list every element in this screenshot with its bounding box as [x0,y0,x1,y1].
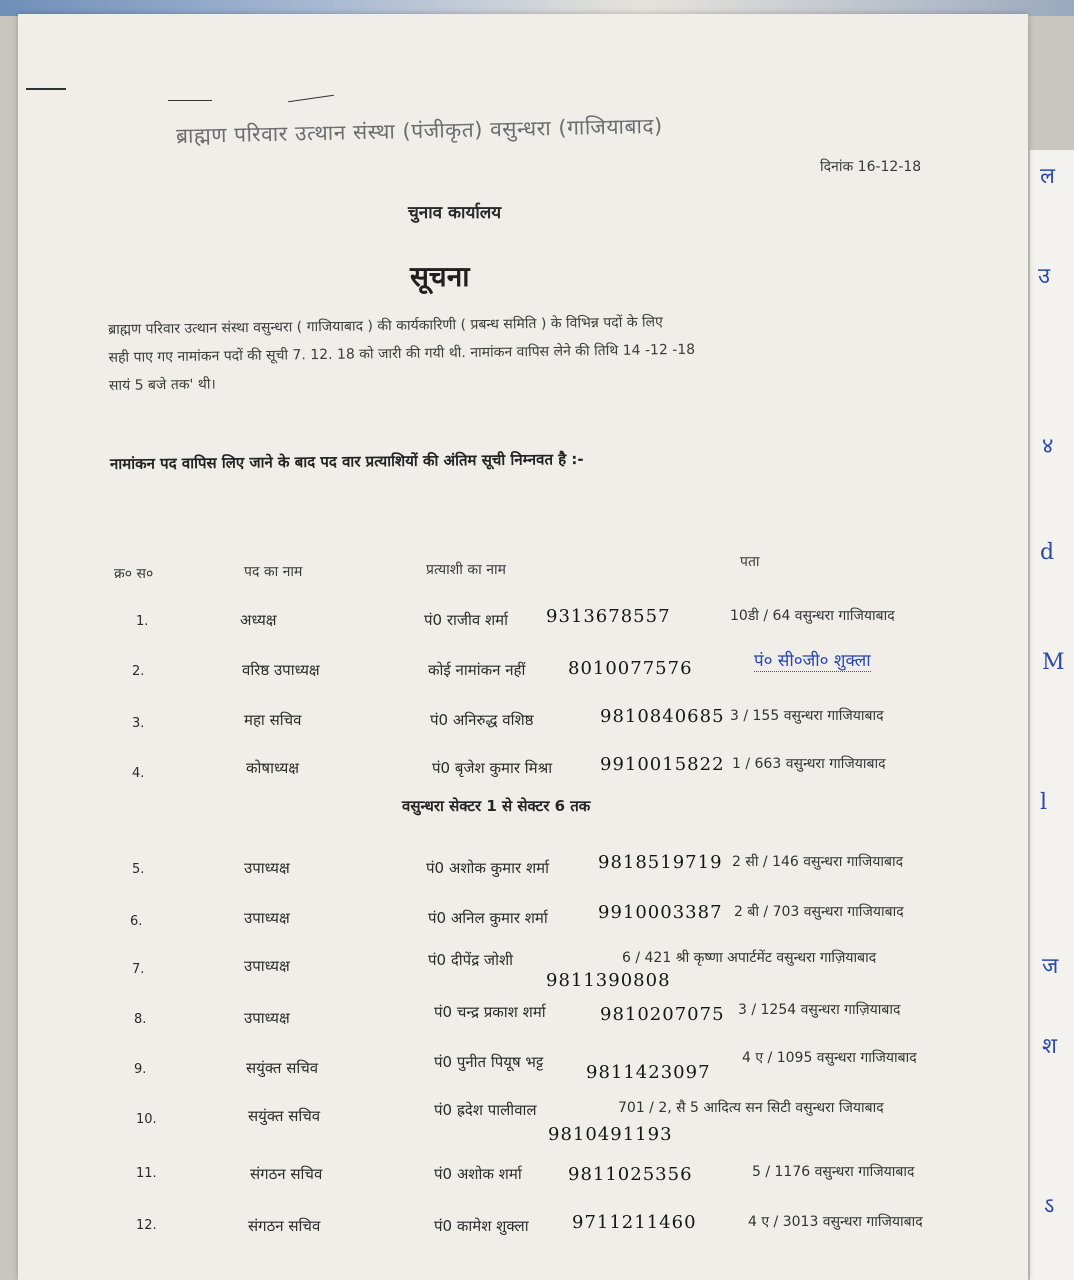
table-row [18,1050,1028,1088]
row-candidate: पं0 चन्द्र प्रकाश शर्मा [434,1003,546,1021]
row-address: 701 / 2, सै 5 आदित्य सन सिटी वसुन्धरा जियाबाद [618,1100,884,1116]
row-candidate: पं0 अनिरुद्ध वशिष्ठ [430,711,534,729]
row-phone-handwritten: 9810840685 [600,706,725,727]
table-row [18,852,1028,888]
row-candidate: पं0 अशोक कुमार शर्मा [426,859,549,877]
row-phone-handwritten: 9810207075 [600,1004,725,1025]
page-title: सूचना [410,260,470,293]
row-phone-handwritten: 9910003387 [598,902,723,923]
table-row [18,1002,1028,1038]
handwriting-mark: उ [1038,264,1051,289]
list-subheading: नामांकन पद वापिस लिए जाने के बाद पद वार प्रत्याशियों की अंतिम सूची निम्नवत है :- [109,450,584,473]
row-candidate: पं0 दीपेंद्र जोशी [428,951,514,969]
row-candidate: पं0 बृजेश कुमार मिश्रा [432,759,553,777]
row-phone-handwritten: 9811423097 [586,1062,711,1083]
row-post: उपाध्यक्ष [244,1009,290,1027]
row-serial: 12. [136,1218,157,1233]
header-serial: क्र० स० [114,566,154,582]
row-phone-handwritten: 9313678557 [546,606,671,627]
row-phone-handwritten: 8010077576 [568,658,693,679]
row-address: 1 / 663 वसुन्धरा गाजियाबाद [732,756,886,772]
row-serial: 5. [132,862,145,877]
row-candidate: कोई नामांकन नहीं [428,661,526,679]
handwriting-mark: ४ [1042,434,1054,459]
header-address: पता [740,554,760,570]
row-phone-handwritten: 9810491193 [548,1124,673,1145]
row-address: 4 ए / 1095 वसुन्धरा गाजियाबाद [742,1050,917,1066]
row-phone-handwritten: 9711211460 [572,1212,697,1233]
row-phone-handwritten: 9818519719 [598,852,723,873]
row-phone-handwritten: 9811025356 [568,1164,693,1185]
row-post: कोषाध्यक्ष [246,759,300,777]
handwriting-mark: ज [1042,954,1059,979]
row-post: संगठन सचिव [250,1165,323,1183]
handwriting-mark: ल [1040,164,1055,189]
row-post: संगठन सचिव [248,1217,321,1235]
row-post: उपाध्यक्ष [244,957,290,975]
row-post: सयुंक्त सचिव [248,1107,321,1125]
notice-line: ब्राह्मण परिवार उत्थान संस्था वसुन्धरा ( गाजियाबाद ) की कार्यकारिणी ( प्रबन्ध समिति ) के विभिन्न पदों के लिए [108,314,663,338]
notice-paragraph [108,304,979,400]
row-address: 10डी / 64 वसुन्धरा गाजियाबाद [730,608,895,624]
adjacent-page-strip [1030,150,1074,1280]
row-serial: 3. [132,716,145,731]
header-candidate: प्रत्याशी का नाम [426,562,506,578]
row-phone-handwritten: 9811390808 [546,970,671,991]
pen-mark [288,95,334,102]
row-candidate: पं0 ह्रदेश पालीवाल [434,1101,537,1119]
row-candidate: पं0 पुनीत पियूष भट्ट [434,1053,544,1071]
row-address: 2 बी / 703 वसुन्धरा गाजियाबाद [734,904,904,920]
table-row [18,950,1028,991]
table-row [18,1212,1028,1246]
row-post: महा सचिव [244,711,302,729]
table-row [18,1164,1028,1194]
row-candidate: पं0 अनिल कुमार शर्मा [428,909,548,927]
row-address: 4 ए / 3013 वसुन्धरा गाजियाबाद [748,1214,923,1230]
handwriting-mark: श [1042,1034,1057,1059]
row-phone-handwritten: 9910015822 [600,754,725,775]
pen-mark [26,88,66,90]
handwriting-mark: l [1040,790,1048,815]
row-address: 3 / 155 वसुन्धरा गाजियाबाद [730,708,884,724]
row-serial: 7. [132,962,145,977]
row-serial: 1. [136,614,149,629]
row-address: 6 / 421 श्री कृष्णा अपार्टमेंट वसुन्धरा गाज़ियाबाद [622,950,877,966]
row-post: उपाध्यक्ष [244,909,290,927]
row-address: 2 सी / 146 वसुन्धरा गाजियाबाद [732,854,904,870]
row-post: उपाध्यक्ष [244,859,290,877]
row-candidate: पं0 अशोक शर्मा [434,1165,522,1183]
organization-title: ब्राह्मण परिवार उत्थान संस्था (पंजीकृत) वसुन्धरा (गाजियाबाद) [175,113,663,148]
section-label: वसुन्धरा सेक्टर 1 से सेक्टर 6 तक [402,797,591,815]
row-serial: 2. [132,664,145,679]
table-row [18,754,1028,788]
row-serial: 4. [132,766,145,781]
notice-line: सही पाए गए नामांकन पदों की सूची 7. 12. 18 को जारी की गयी थी. नामांकन वापिस लेने की तिथि 14 -12 -18 [108,341,696,366]
row-post: सयुंक्त सचिव [246,1059,319,1077]
row-serial: 11. [136,1166,157,1181]
handwriting-mark: d [1040,540,1055,565]
table-row [18,606,1028,640]
row-serial: 6. [130,914,143,929]
table-row [18,651,1028,690]
notice-line: सायं 5 बजे तक' थी। [108,376,216,394]
notice-document [18,14,1028,1280]
notice-date: दिनांक 16-12-18 [820,159,922,175]
table-row [18,706,1028,740]
row-post: वरिष्ठ उपाध्यक्ष [242,661,320,679]
row-candidate: पं0 राजीव शर्मा [424,611,509,629]
row-handwritten-candidate: पं० सी०जी० शुक्ला [754,648,871,672]
row-serial: 10. [136,1112,157,1127]
row-address: 3 / 1254 वसुन्धरा गाज़ियाबाद [738,1002,901,1018]
pen-mark [168,100,212,101]
table-row [18,1100,1028,1145]
election-office-label: चुनाव कार्यालय [408,203,502,223]
row-candidate: पं0 कामेश शुक्ला [434,1217,529,1235]
row-serial: 8. [134,1012,147,1027]
row-address: 5 / 1176 वसुन्धरा गाजियाबाद [752,1164,915,1180]
row-serial: 9. [134,1062,147,1077]
handwriting-mark: ऽ [1044,1194,1055,1219]
header-post: पद का नाम [244,564,303,580]
table-row [18,902,1028,938]
handwriting-mark: M [1042,650,1065,675]
row-post: अध्यक्ष [240,611,277,629]
